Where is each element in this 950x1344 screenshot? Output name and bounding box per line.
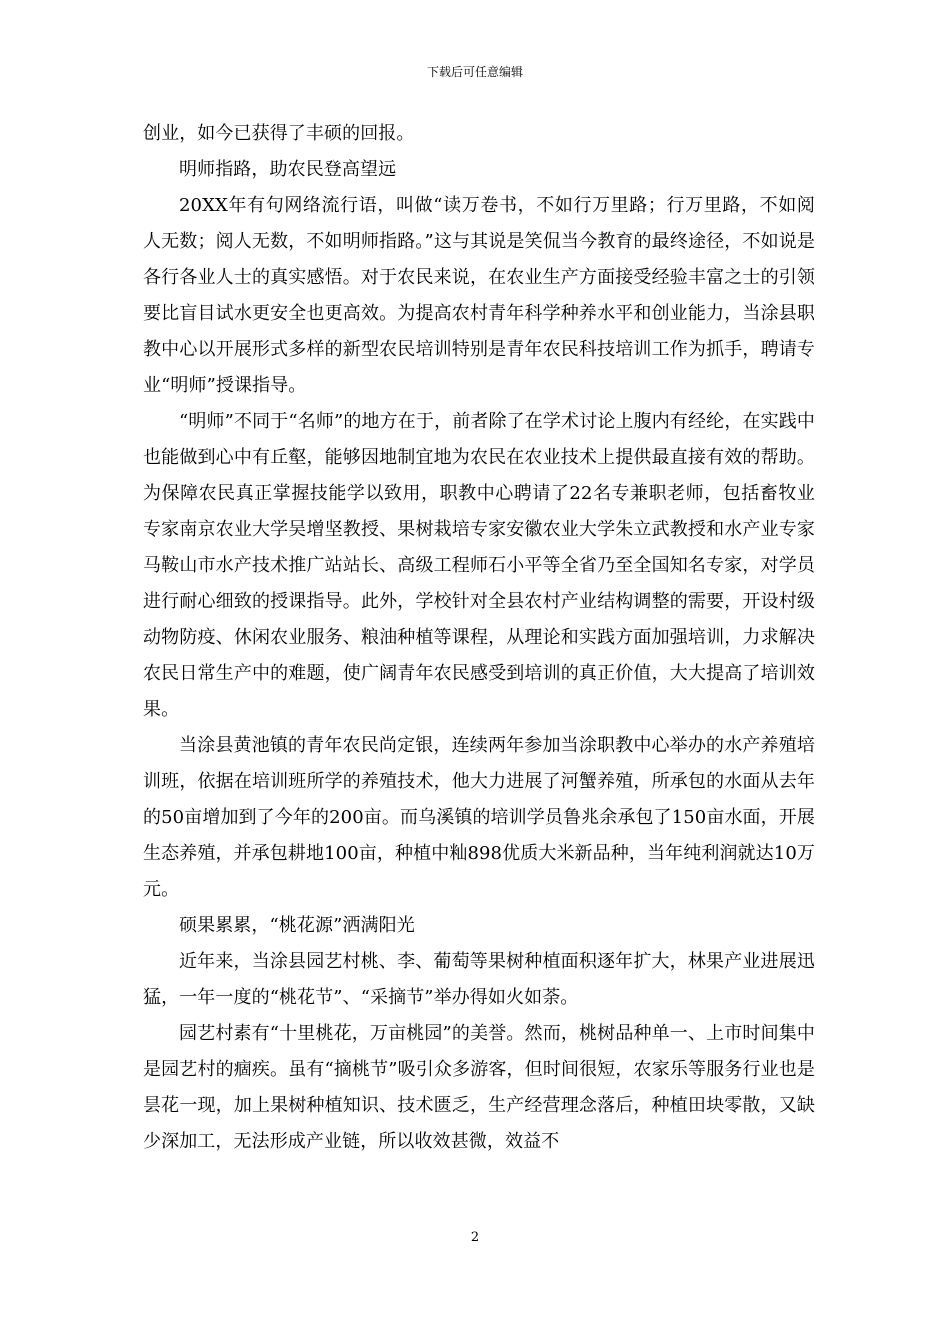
paragraph: 近年来，当涂县园艺村桃、李、葡萄等果树种植面积逐年扩大，林果产业进展迅猛，一年一度的“桃花节”、“采摘节”举办得如火如荼。 (143, 951, 815, 1008)
page-header: 下载后可任意编辑 (426, 65, 523, 79)
paragraph: 当涂县黄池镇的青年农民尚定银，连续两年参加当涂职教中心举办的水产养殖培训班，依据在培训班所学的养殖技术，他大力进展了河蟹养殖，所承包的水面从去年的50亩增加到了今年的200亩。而乌溪镇的培训学员鲁兆余承包了150亩水面，开展生态养殖，并承包耕地100亩，种植中籼898优质大米新品种，当年纯利润就达10万元。 (143, 735, 815, 900)
section-heading: 硕果累累，“桃花源”洒满阳光 (179, 915, 415, 936)
paragraph: 20XX年有句网络流行语，叫做“读万卷书，不如行万里路；行万里路，不如阅人无数；阅人无数，不如明师指路。”这与其说是笑侃当今教育的最终途径，不如说是各行各业人士的真实感悟。对于农民来说，在农业生产方面接受经验丰富之士的引领要比盲目试水更安全也更高效。为提高农村青年科学种养水平和创业能力，当涂县职教中心以开展形式多样的新型农民培训特别是青年农民科技培训工作为抓手，聘请专业“明师”授课指导。 (143, 195, 815, 396)
document-body (143, 116, 815, 1160)
paragraph: 园艺村素有“十里桃花，万亩桃园”的美誉。然而，桃树品种单一、上市时间集中是园艺村的痼疾。虽有“摘桃节”吸引众多游客，但时间很短，农家乐等服务行业也是昙花一现，加上果树种植知识、技术匮乏，生产经营理念落后，种植田块零散，又缺少深加工，无法形成产业链，所以收效甚微，效益不 (143, 1023, 815, 1152)
paragraph: 创业，如今已获得了丰硕的回报。 (143, 123, 415, 144)
page-number: 2 (470, 1230, 480, 1245)
section-heading: 明师指路，助农民登高望远 (179, 159, 397, 180)
paragraph: “明师”不同于“名师”的地方在于，前者除了在学术讨论上腹内有经纶，在实践中也能做到心中有丘壑，能够因地制宜地为农民在农业技术上提供最直接有效的帮助。为保障农民真正掌握技能学以致用，职教中心聘请了22名专兼职老师，包括畜牧业专家南京农业大学吴增坚教授、果树栽培专家安徽农业大学朱立武教授和水产业专家马鞍山市水产技术推广站站长、高级工程师石小平等全省乃至全国知名专家，对学员进行耐心细致的授课指导。此外，学校针对全县农村产业结构调整的需要，开设村级动物防疫、休闲农业服务、粮油种植等课程，从理论和实践方面加强培训，力求解决农民日常生产中的难题，使广阔青年农民感受到培训的真正价值，大大提高了培训效果。 (143, 411, 815, 720)
